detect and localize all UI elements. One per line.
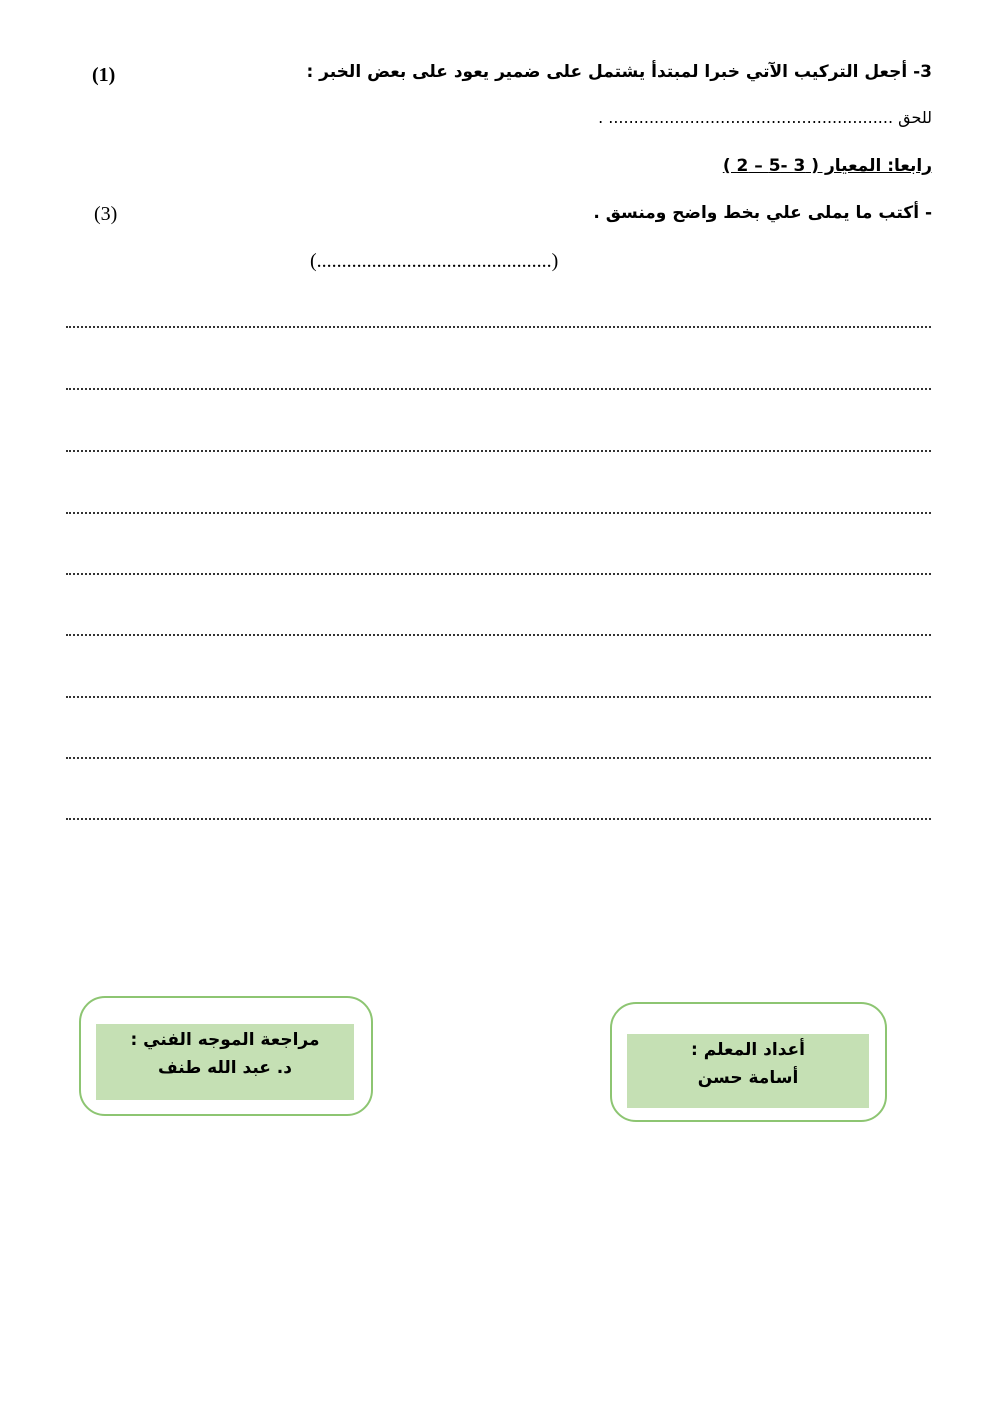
- question-3-mark: (1): [92, 64, 116, 86]
- writing-line[interactable]: [66, 512, 931, 514]
- reviewer-label: مراجعة الموجه الفني :: [130, 1030, 320, 1050]
- writing-line[interactable]: [66, 573, 931, 575]
- dictation-instruction: - أكتب ما يملى علي بخط واضح ومنسق .: [593, 203, 932, 223]
- writing-line[interactable]: [66, 326, 931, 328]
- dictation-mark: (3): [94, 203, 118, 225]
- question-3-answer-line: للحق ........................................................ .: [598, 108, 932, 127]
- teacher-box-fill: [627, 1034, 869, 1108]
- question-3-text: 3- أجعل التركيب الآتي خبرا لمبتدأ يشتمل على ضمير يعود على بعض الخبر :: [306, 62, 932, 82]
- teacher-box: [610, 1002, 887, 1122]
- reviewer-box-fill: [96, 1024, 354, 1100]
- writing-line[interactable]: [66, 757, 931, 759]
- writing-line[interactable]: [66, 450, 931, 452]
- reviewer-name: د. عبد الله طنف: [158, 1058, 292, 1078]
- section-4-title: رابعا: المعيار ( 3 -5 – 2 ): [722, 156, 932, 176]
- writing-line[interactable]: [66, 634, 931, 636]
- writing-line[interactable]: [66, 696, 931, 698]
- teacher-label: أعداد المعلم :: [691, 1040, 805, 1060]
- writing-line[interactable]: [66, 388, 931, 390]
- writing-line[interactable]: [66, 818, 931, 820]
- teacher-name: أسامة حسن: [697, 1068, 799, 1088]
- dictation-title-blank: (...............................................): [310, 250, 559, 272]
- reviewer-box: [79, 996, 373, 1116]
